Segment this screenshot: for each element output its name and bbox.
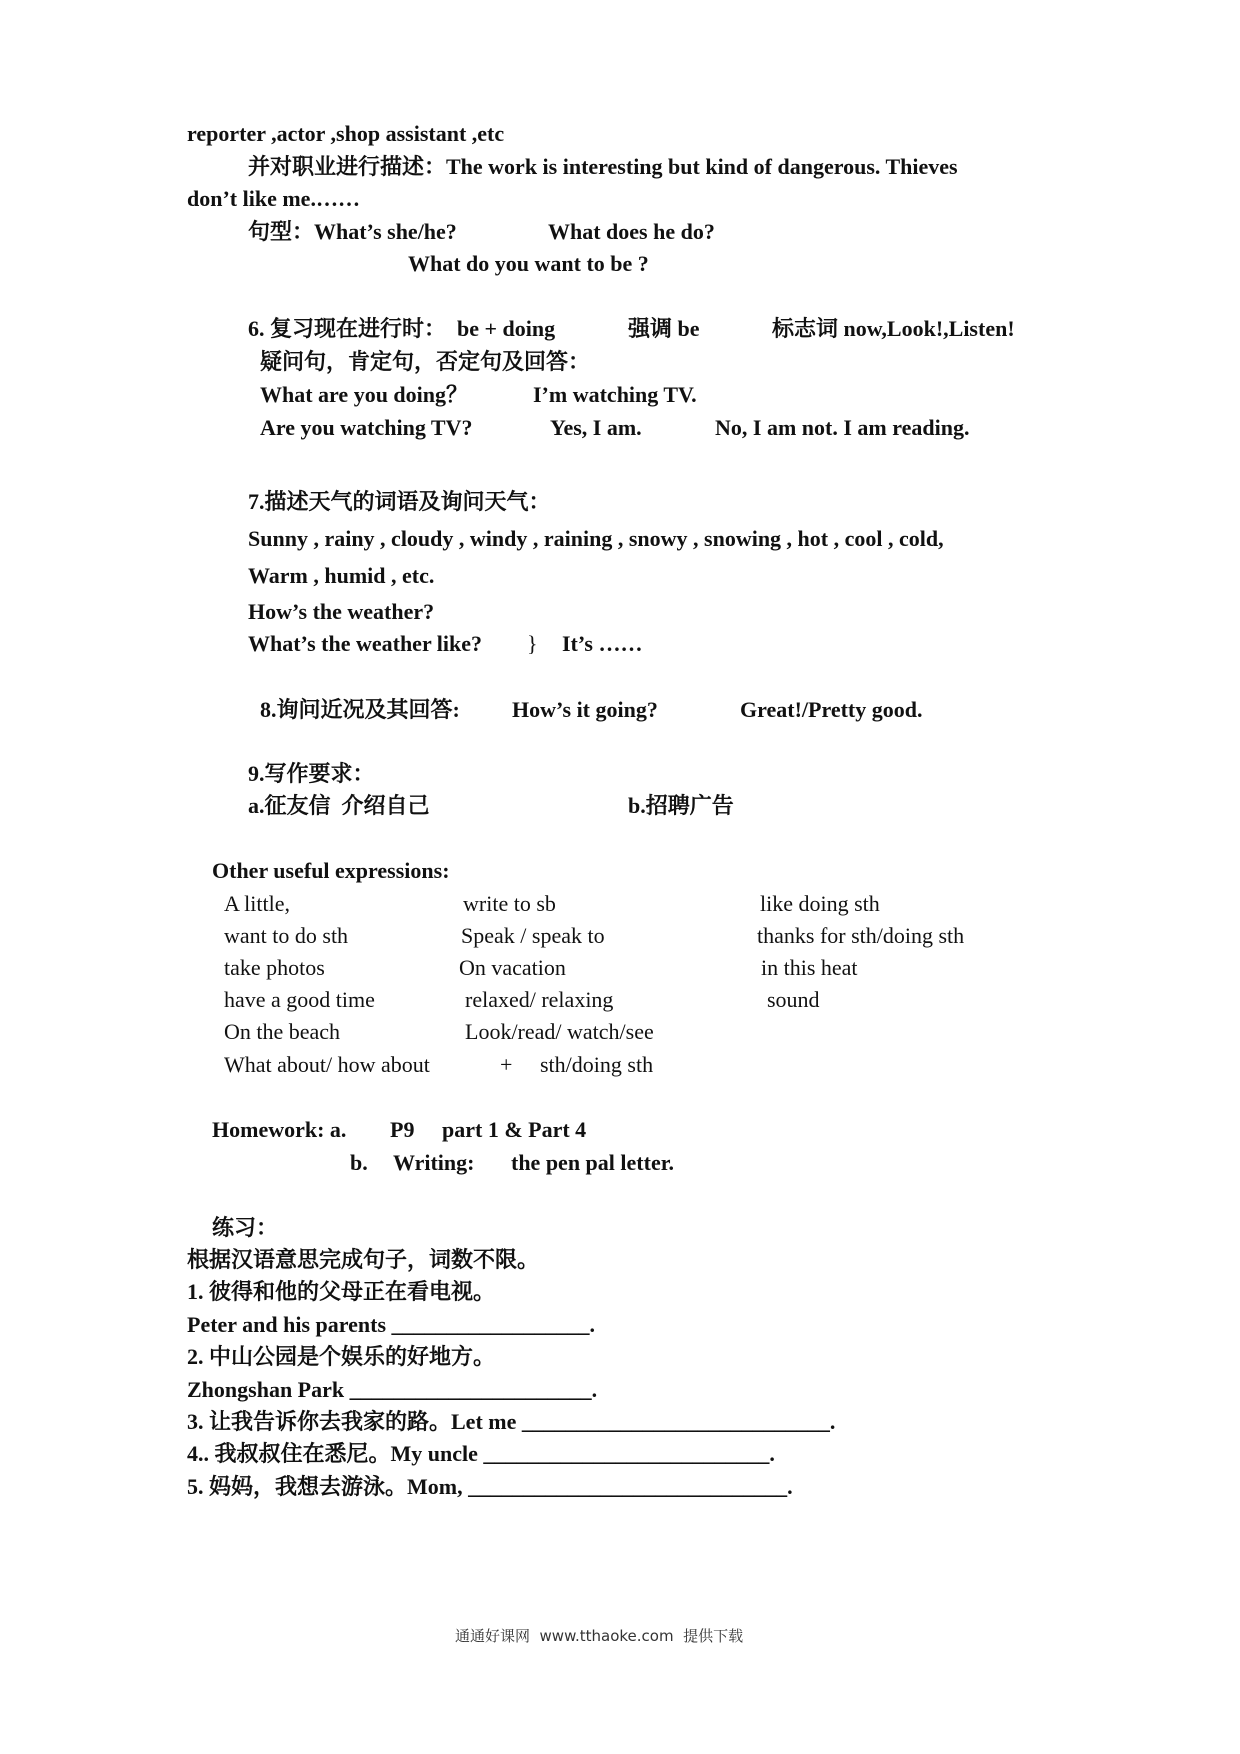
weather-answer: It’s …… xyxy=(562,631,643,656)
brace-symbol: } xyxy=(527,631,538,656)
section-6-signal-words: 标志词 now,Look!,Listen! xyxy=(772,316,1015,341)
greeting-answer: Great!/Pretty good. xyxy=(740,697,923,722)
sentence-pattern-label: 句型：What’s she/he? xyxy=(248,219,457,244)
expression-item: sth/doing sth xyxy=(540,1052,654,1077)
practice-item-answer: Peter and his parents __________________. xyxy=(187,1312,596,1337)
homework-item-b: b. xyxy=(350,1150,368,1175)
expressions-heading: Other useful expressions: xyxy=(212,858,450,883)
writing-task-a: a.征友信 介绍自己 xyxy=(248,793,430,818)
practice-item: 5. 妈妈，我想去游泳。Mom, _____________________________. xyxy=(187,1474,793,1499)
expression-item: Look/read/ watch/see xyxy=(465,1019,654,1044)
section-7-heading: 7.描述天气的词语及询问天气： xyxy=(248,489,551,514)
example-answer: I’m watching TV. xyxy=(533,382,697,407)
practice-item-answer: Zhongshan Park ______________________. xyxy=(187,1377,598,1402)
expression-item: want to do sth xyxy=(224,923,349,948)
expression-item: write to sb xyxy=(463,891,556,916)
expression-item: sound xyxy=(767,987,820,1012)
example-answer: No, I am not. I am reading. xyxy=(715,415,970,440)
homework-writing-label: Writing: xyxy=(393,1150,475,1175)
footer-source: 通通好课网 www.tthaoke.com 提供下载 xyxy=(455,1627,744,1645)
occupation-description-continued: don’t like me.…… xyxy=(187,186,360,211)
section-6-emphasis: 强调 be xyxy=(628,316,700,341)
greeting-question: How’s it going? xyxy=(512,697,658,722)
section-6-heading: 6. 复习现在进行时： be + doing xyxy=(248,316,556,341)
practice-item: 3. 让我告诉你去我家的路。Let me ____________________________. xyxy=(187,1409,836,1434)
expression-item: A little, xyxy=(224,891,290,916)
example-answer: Yes, I am. xyxy=(550,415,642,440)
expression-item: relaxed/ relaxing xyxy=(465,987,614,1012)
practice-item-prompt: 1. 彼得和他的父母正在看电视。 xyxy=(187,1279,496,1304)
weather-words-line: Sunny , rainy , cloudy , windy , raining , snowy , snowing , hot , cool , cold, xyxy=(248,526,944,551)
homework-parts: part 1 & Part 4 xyxy=(442,1117,587,1142)
sentence-pattern-question: What do you want to be ? xyxy=(408,251,649,276)
expression-item: have a good time xyxy=(224,987,375,1012)
practice-item-prompt: 2. 中山公园是个娱乐的好地方。 xyxy=(187,1344,496,1369)
sentence-pattern-question: What does he do? xyxy=(548,219,715,244)
homework-writing-task: the pen pal letter. xyxy=(511,1150,674,1175)
expression-item: On the beach xyxy=(224,1019,341,1044)
expression-item: in this heat xyxy=(761,955,858,980)
weather-words-line: Warm , humid , etc. xyxy=(248,563,435,588)
expression-item: like doing sth xyxy=(760,891,880,916)
section-9-heading: 9.写作要求： xyxy=(248,761,375,786)
weather-question: How’s the weather? xyxy=(248,599,435,624)
occupation-description-line: 并对职业进行描述：The work is interesting but kind of dangerous. Thieves xyxy=(248,154,958,179)
practice-item: 4.. 我叔叔住在悉尼。My uncle __________________________. xyxy=(187,1441,775,1466)
weather-question: What’s the weather like? xyxy=(248,631,483,656)
example-question: Are you watching TV? xyxy=(260,415,473,440)
section-6-subheading: 疑问句，肯定句，否定句及回答： xyxy=(260,349,591,374)
example-question: What are you doing？ xyxy=(260,382,469,407)
expression-item: take photos xyxy=(224,955,325,980)
section-8-heading: 8.询问近况及其回答: xyxy=(260,697,460,722)
practice-instructions: 根据汉语意思完成句子，词数不限。 xyxy=(187,1247,540,1272)
expression-item: What about/ how about xyxy=(224,1052,430,1077)
expression-item: Speak / speak to xyxy=(461,923,605,948)
expression-item: thanks for sth/doing sth xyxy=(757,923,965,948)
homework-page: P9 xyxy=(390,1117,415,1142)
writing-task-b: b.招聘广告 xyxy=(628,793,734,818)
expression-item: On vacation xyxy=(459,955,566,980)
expression-plus: + xyxy=(500,1052,513,1077)
occupation-list-line: reporter ,actor ,shop assistant ,etc xyxy=(187,121,505,146)
homework-label: Homework: a. xyxy=(212,1117,347,1142)
practice-heading: 练习： xyxy=(212,1215,279,1240)
